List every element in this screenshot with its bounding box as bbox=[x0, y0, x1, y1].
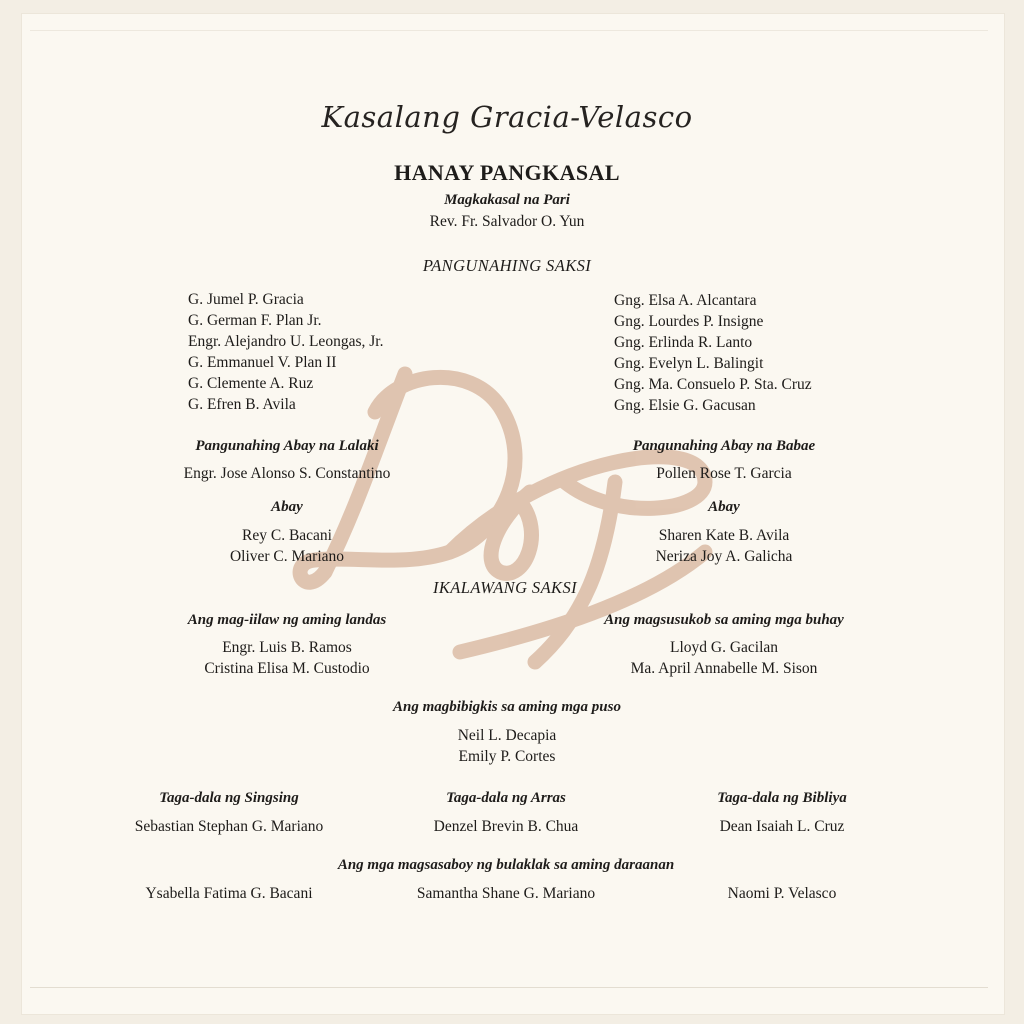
list-item: Gng. Lourdes P. Insigne bbox=[614, 313, 764, 330]
maid-of-honor-heading: Pangunahing Abay na Babae bbox=[632, 438, 816, 454]
bible-bearer-heading: Taga-dala ng Bibliya bbox=[717, 790, 847, 806]
list-item: Gng. Elsie G. Gacusan bbox=[614, 397, 756, 414]
cord-sponsor-name: Neil L. Decapia bbox=[457, 727, 557, 744]
list-item: Gng. Elsa A. Alcantara bbox=[614, 292, 757, 309]
list-item: G. Clemente A. Ruz bbox=[188, 375, 314, 392]
bridesmaids-heading: Abay bbox=[708, 499, 740, 515]
bridesmaid-name: Sharen Kate B. Avila bbox=[658, 527, 790, 544]
principal-sponsors-heading: PANGUNAHING SAKSI bbox=[422, 256, 592, 275]
list-item: G. Efren B. Avila bbox=[188, 396, 296, 413]
list-item: Engr. Alejandro U. Leongas, Jr. bbox=[188, 333, 384, 350]
maid-of-honor-name: Pollen Rose T. Garcia bbox=[656, 465, 792, 482]
best-man-name: Engr. Jose Alonso S. Constantino bbox=[183, 465, 391, 482]
veil-sponsors-heading: Ang magsusukob sa aming mga buhay bbox=[604, 612, 844, 628]
candle-sponsors-heading: Ang mag-iilaw ng aming landas bbox=[187, 612, 387, 628]
male-sponsors-list bbox=[188, 289, 383, 415]
list-item: G. German F. Plan Jr. bbox=[188, 312, 322, 329]
candle-sponsor-name: Cristina Elisa M. Custodio bbox=[204, 660, 370, 677]
program-subtitle: HANAY PANGKASAL bbox=[394, 160, 620, 185]
best-man-heading: Pangunahing Abay na Lalaki bbox=[195, 438, 379, 454]
ring-bearer-heading: Taga-dala ng Singsing bbox=[159, 790, 299, 806]
candle-sponsor-name: Engr. Luis B. Ramos bbox=[222, 639, 352, 656]
list-item: Gng. Ma. Consuelo P. Sta. Cruz bbox=[614, 376, 812, 393]
coin-bearer-heading: Taga-dala ng Arras bbox=[446, 790, 566, 806]
female-sponsors-list bbox=[614, 290, 812, 416]
ring-bearer-name: Sebastian Stephan G. Mariano bbox=[134, 818, 324, 835]
bridesmaid-name: Neriza Joy A. Galicha bbox=[655, 548, 793, 565]
bible-bearer-name: Dean Isaiah L. Cruz bbox=[719, 818, 845, 835]
groomsman-name: Oliver C. Mariano bbox=[229, 548, 345, 565]
veil-sponsor-name: Lloyd G. Gacilan bbox=[669, 639, 779, 656]
cord-sponsors-heading: Ang magbibigkis sa aming mga puso bbox=[393, 699, 621, 715]
list-item: Gng. Evelyn L. Balingit bbox=[614, 355, 764, 372]
veil-sponsor-name: Ma. April Annabelle M. Sison bbox=[630, 660, 818, 677]
secondary-sponsors-heading: IKALAWANG SAKSI bbox=[432, 578, 578, 597]
flower-girl-name: Ysabella Fatima G. Bacani bbox=[145, 885, 313, 902]
flower-girls-heading: Ang mga magsasaboy ng bulaklak sa aming daraanan bbox=[337, 857, 675, 873]
list-item: G. Jumel P. Gracia bbox=[188, 291, 304, 308]
flower-girl-name: Naomi P. Velasco bbox=[727, 885, 837, 902]
coin-bearer-name: Denzel Brevin B. Chua bbox=[433, 818, 579, 835]
officiant-heading: Magkakasal na Pari bbox=[444, 192, 570, 208]
card-title: Kasalang Gracia-Velasco bbox=[321, 100, 693, 134]
cord-sponsor-name: Emily P. Cortes bbox=[458, 748, 556, 765]
groomsmen-heading: Abay bbox=[271, 499, 303, 515]
officiant-name: Rev. Fr. Salvador O. Yun bbox=[429, 213, 585, 230]
list-item: G. Emmanuel V. Plan II bbox=[188, 354, 337, 371]
flower-girl-name: Samantha Shane G. Mariano bbox=[416, 885, 596, 902]
list-item: Gng. Erlinda R. Lanto bbox=[614, 334, 753, 351]
groomsman-name: Rey C. Bacani bbox=[242, 527, 332, 544]
